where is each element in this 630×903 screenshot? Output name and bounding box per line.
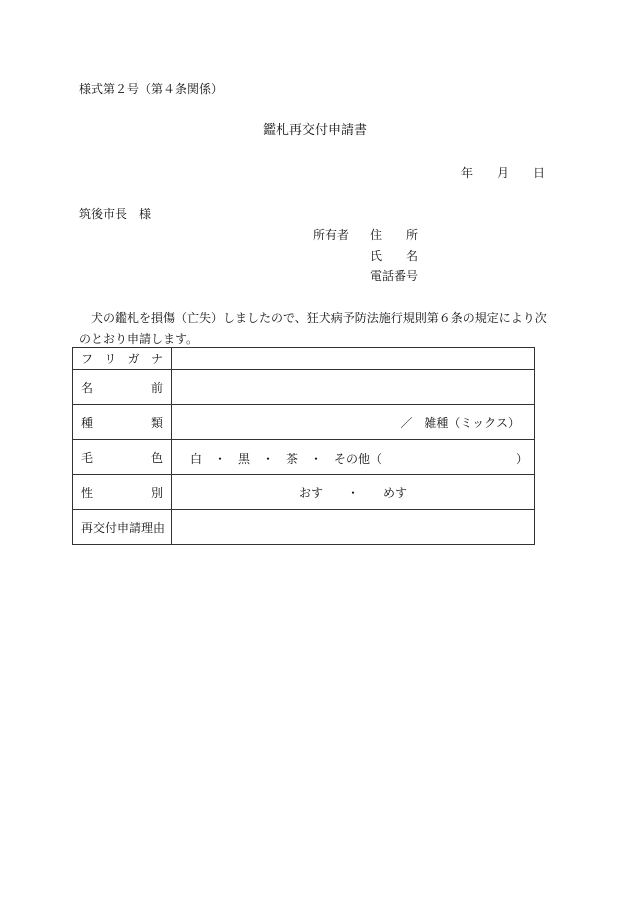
owner-label: 所有者 (313, 228, 350, 242)
form-number: 様式第２号（第４条関係） (79, 82, 224, 96)
date-month-label: 月 (497, 166, 510, 180)
furigana-label-char: ナ (150, 352, 163, 366)
date-day-label: 日 (533, 166, 546, 180)
name-label-char: 前 (150, 380, 163, 395)
sex-options: おす ・ めす (298, 485, 407, 500)
table-row-sex (73, 475, 535, 510)
color-options: 白 ・ 黒 ・ 茶 ・ その他（ (190, 452, 383, 466)
sex-field[interactable] (172, 475, 535, 510)
color-field[interactable] (172, 440, 535, 475)
table-row-name (73, 370, 535, 405)
furigana-label-char: ガ (127, 352, 140, 366)
name-label (73, 370, 172, 405)
reason-field[interactable] (172, 510, 535, 545)
reason-label: 再交付申請理由 (73, 510, 172, 545)
addressee: 筑後市長 様 (79, 207, 152, 221)
sex-label (73, 475, 172, 510)
breed-mixed-option: ／ 雑種（ミックス） (400, 415, 520, 430)
color-label (73, 440, 172, 475)
breed-field[interactable] (172, 405, 535, 440)
request-statement: 犬の鑑札を損傷（亡失）しましたので、狂犬病予防法施行規則第６条の規定により次のとおり申請します。 (79, 311, 547, 346)
color-label-char: 毛 (81, 450, 94, 465)
table-row-furigana (73, 348, 535, 370)
furigana-label-char: リ (104, 352, 117, 366)
breed-label-char: 類 (150, 415, 163, 430)
table-row-color (73, 440, 535, 475)
application-table (72, 347, 535, 545)
furigana-field[interactable] (172, 348, 535, 370)
document-title: 鑑札再交付申請書 (262, 123, 367, 138)
owner-phone-label: 電話番号 (370, 269, 419, 283)
furigana-label-char: フ (81, 352, 94, 366)
table-row-reason (73, 510, 535, 545)
owner-name-label: 氏 名 (370, 249, 419, 263)
table-row-breed (73, 405, 535, 440)
sex-label-char: 別 (150, 485, 163, 500)
date-year-label: 年 (461, 166, 474, 180)
owner-address-label: 住 所 (370, 228, 419, 242)
color-label-char: 色 (150, 450, 163, 465)
name-field[interactable] (172, 370, 535, 405)
name-label-char: 名 (81, 380, 94, 395)
furigana-label (73, 348, 172, 370)
sex-label-char: 性 (81, 485, 94, 500)
color-other-close-paren: ） (516, 452, 529, 466)
breed-label-char: 種 (81, 415, 94, 430)
breed-label (73, 405, 172, 440)
